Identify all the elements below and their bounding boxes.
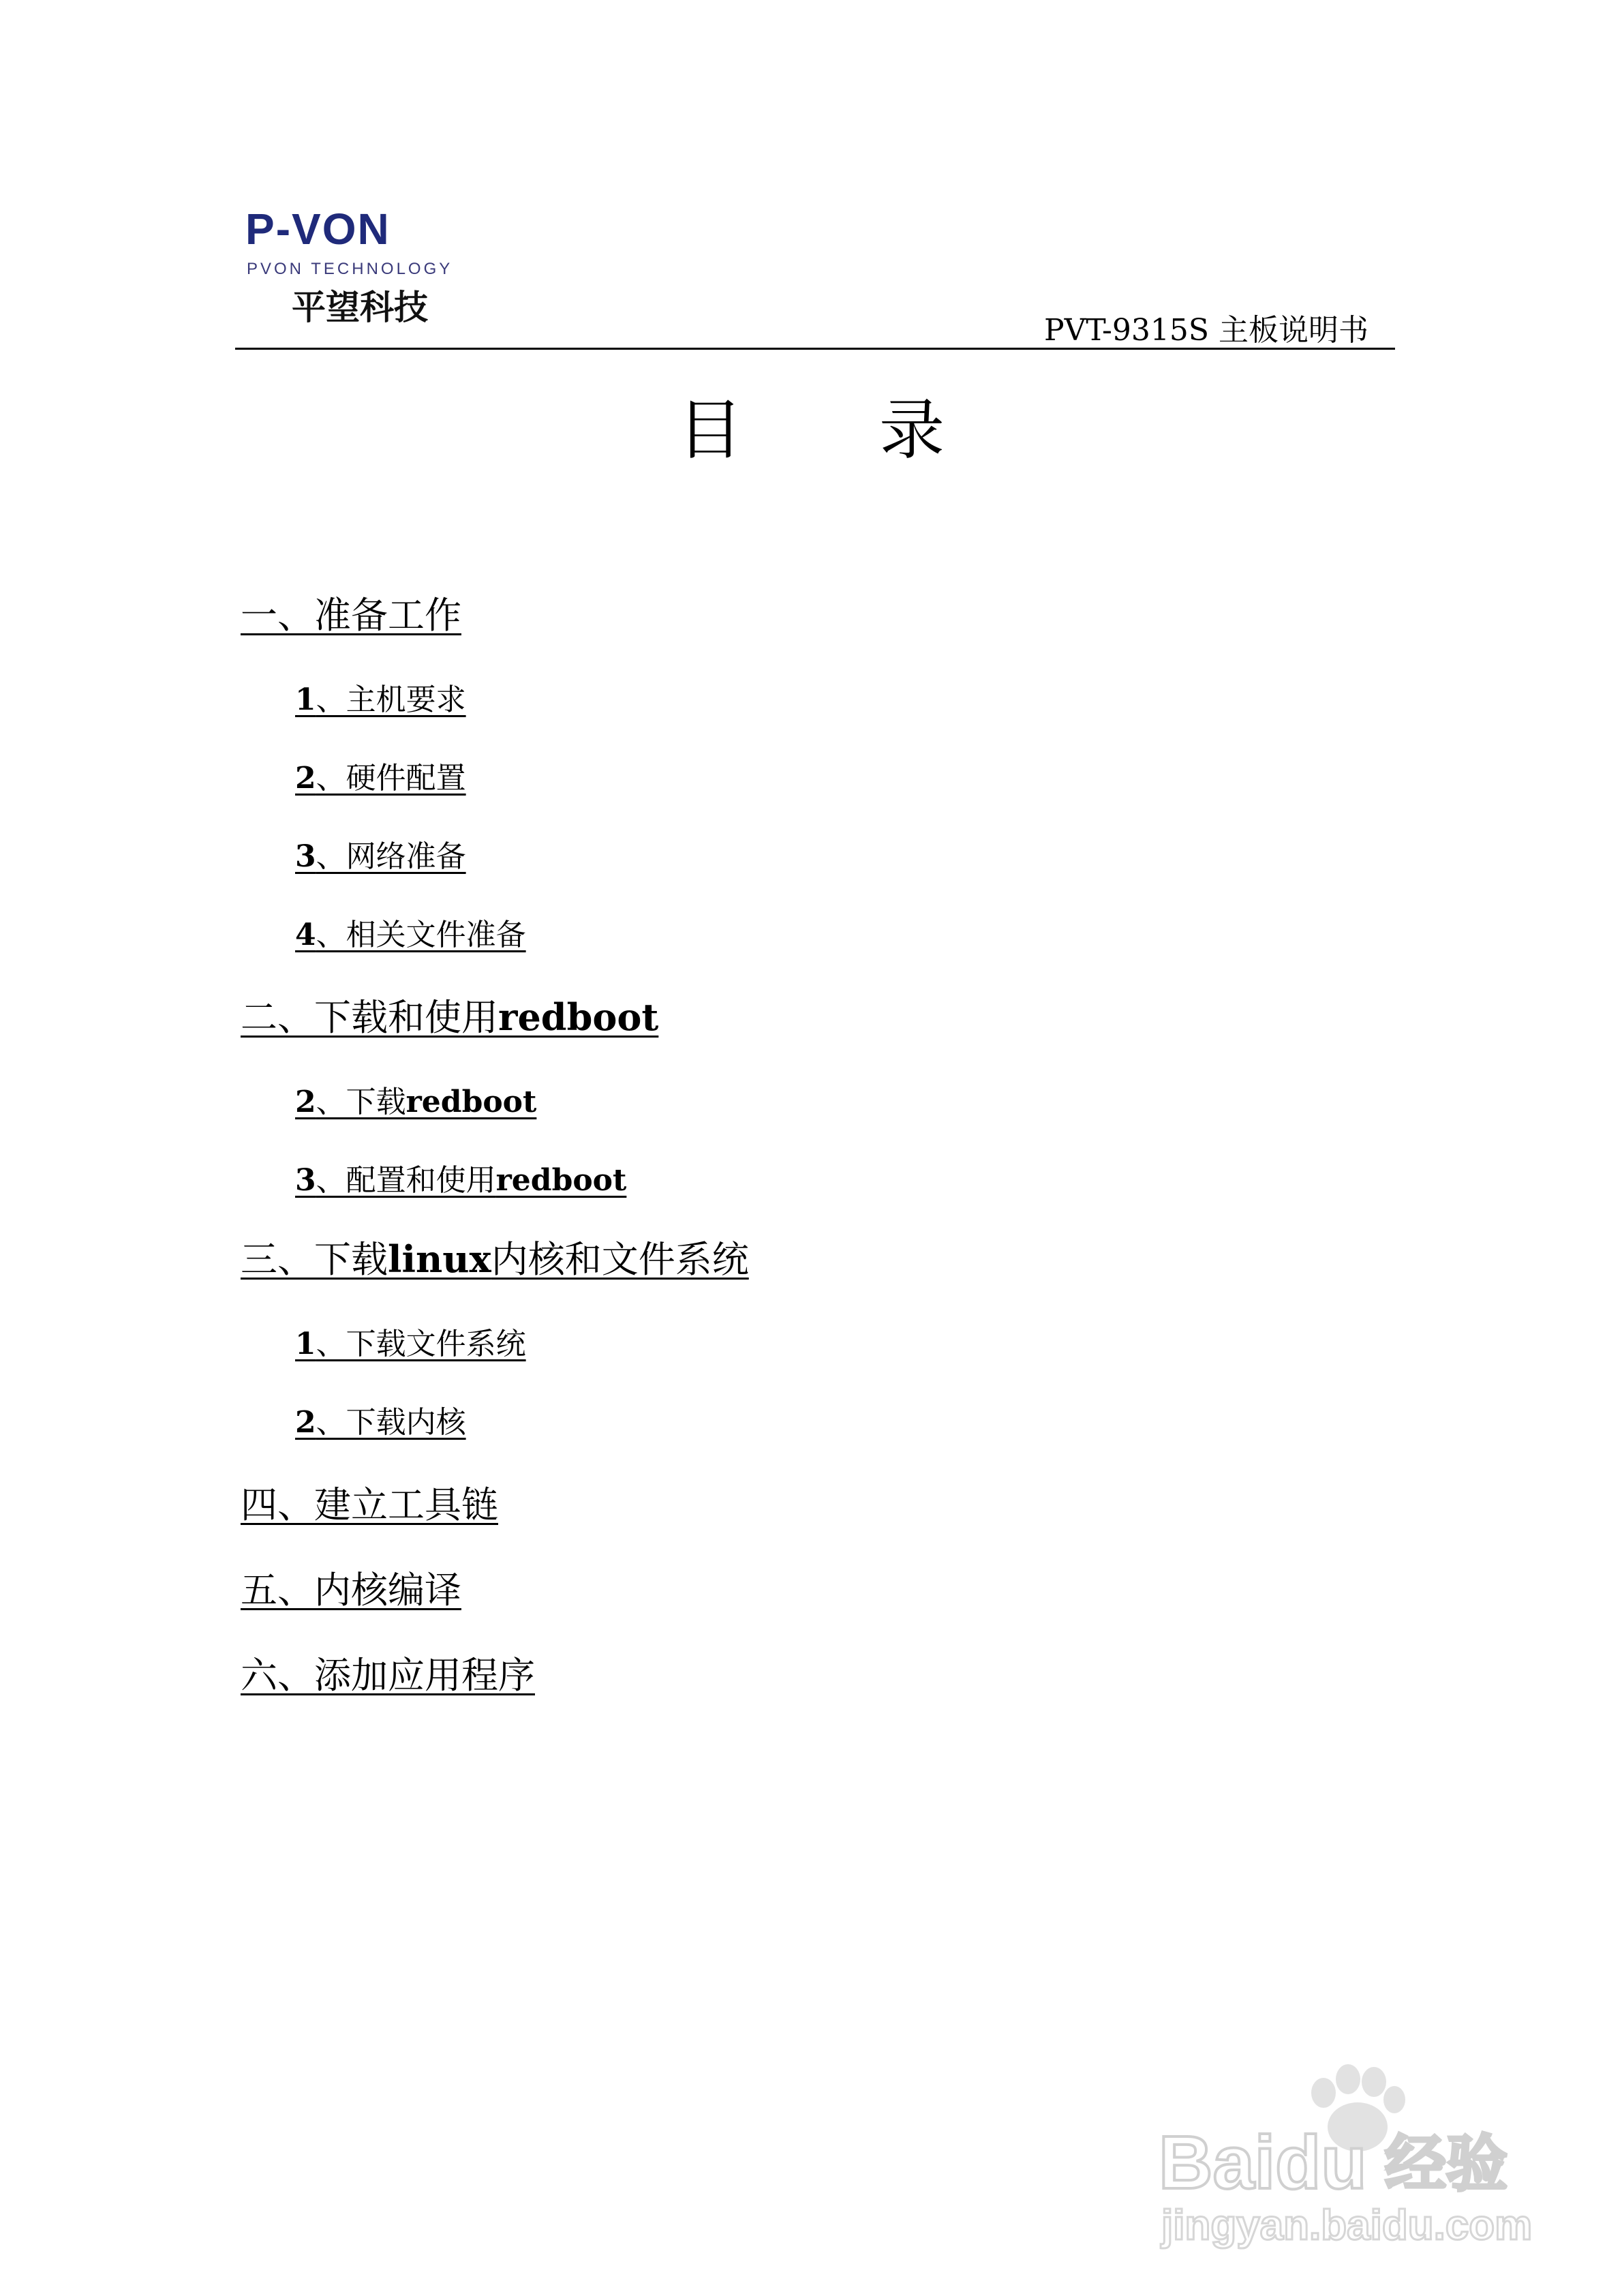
toc-entry-1-1[interactable]: 1、主机要求 bbox=[295, 682, 466, 717]
watermark-cn: 经验 bbox=[1385, 2128, 1508, 2200]
toc-entry-2-2[interactable]: 2、下载redboot bbox=[295, 1085, 537, 1119]
toc-entry-3-2[interactable]: 2、下载内核 bbox=[295, 1405, 466, 1440]
logo-tagline: PVON TECHNOLOGY bbox=[247, 260, 453, 278]
logo-cn-name: 平望科技 bbox=[292, 288, 428, 327]
toc-heading: 目录 bbox=[677, 392, 1081, 468]
baidu-jingyan-watermark bbox=[1145, 2052, 1554, 2256]
toc-entry-4[interactable]: 四、建立工具链 bbox=[241, 1483, 498, 1526]
document-title: PVT-9315S 主板说明书 bbox=[1043, 313, 1368, 348]
toc-entry-1-4[interactable]: 4、相关文件准备 bbox=[295, 918, 526, 952]
toc-entry-1[interactable]: 一、准备工作 bbox=[241, 594, 461, 637]
logo-wordmark: P-VON bbox=[245, 205, 391, 254]
toc-entry-3-1[interactable]: 1、下载文件系统 bbox=[295, 1327, 526, 1361]
watermark-url: jingyan.baidu.com bbox=[1161, 2202, 1533, 2249]
toc-entry-1-2[interactable]: 2、硬件配置 bbox=[295, 761, 466, 796]
pvon-logo bbox=[244, 205, 489, 334]
watermark-brand: Baidu bbox=[1159, 2121, 1367, 2205]
toc-entry-6[interactable]: 六、添加应用程序 bbox=[241, 1654, 535, 1697]
toc-entry-2[interactable]: 二、下载和使用redboot bbox=[241, 995, 659, 1039]
toc-entry-3[interactable]: 三、下载linux内核和文件系统 bbox=[241, 1237, 749, 1281]
toc-entry-2-3[interactable]: 3、配置和使用redboot bbox=[295, 1163, 627, 1198]
header-rule bbox=[235, 348, 1395, 350]
toc-entry-1-3[interactable]: 3、网络准备 bbox=[295, 839, 466, 874]
toc-entry-5[interactable]: 五、内核编译 bbox=[241, 1569, 461, 1612]
